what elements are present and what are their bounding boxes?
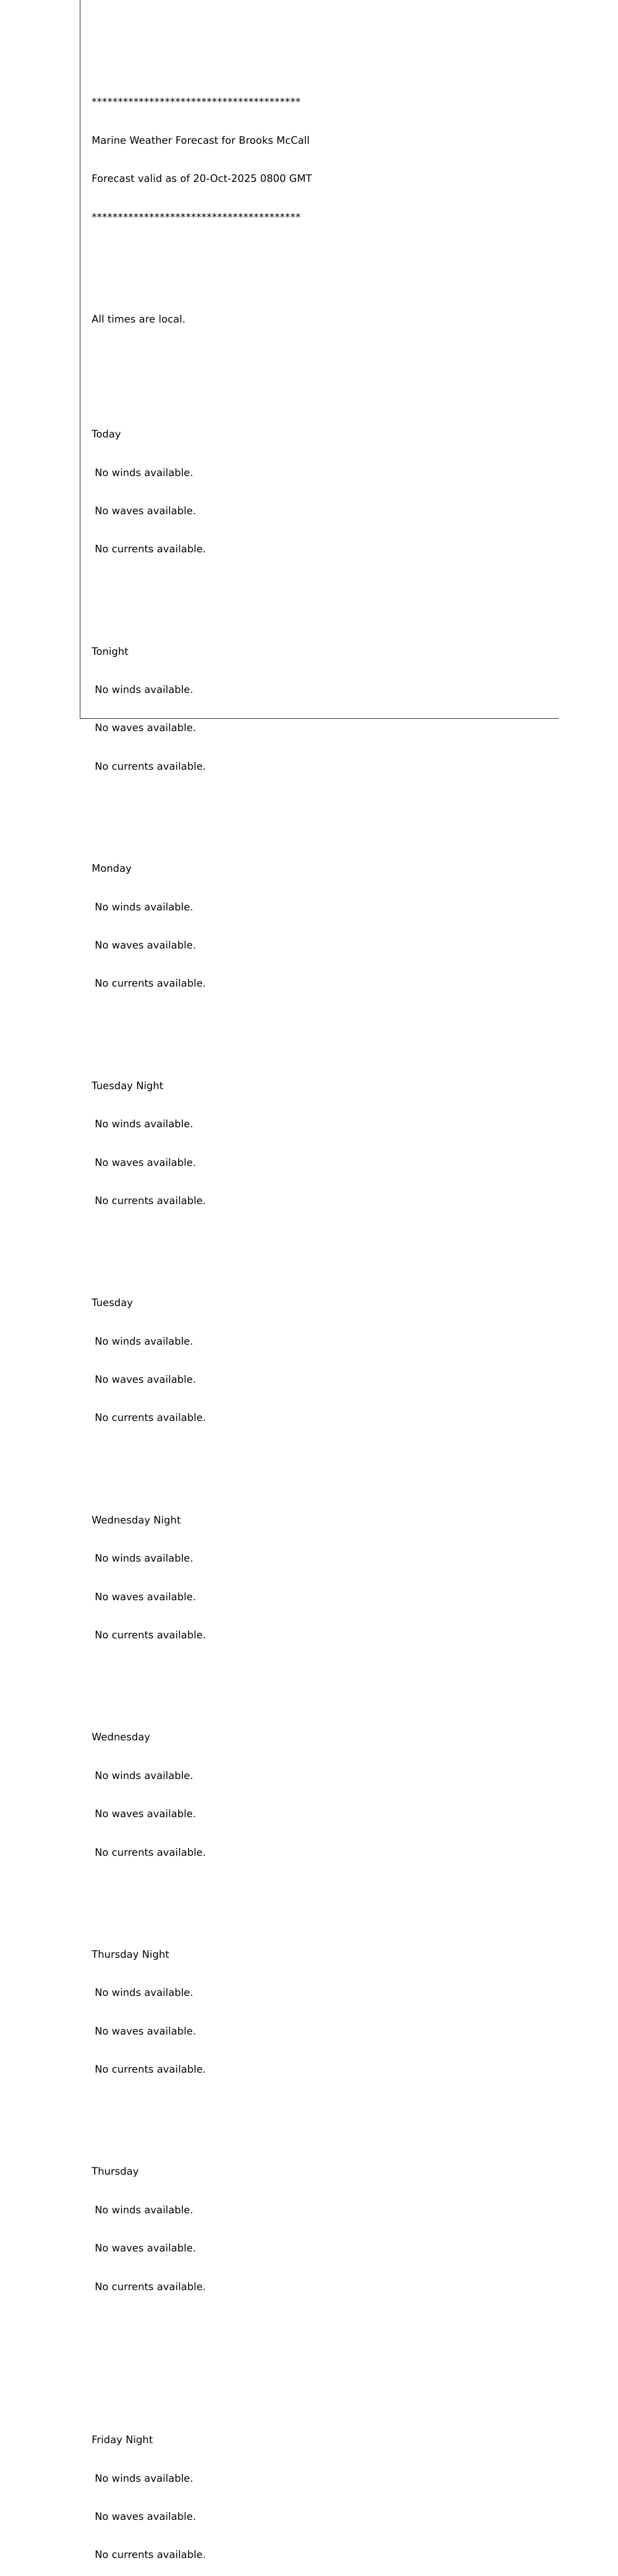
period-line-waves: No waves available. — [95, 2242, 196, 2255]
period-line-currents: No currents available. — [95, 1846, 206, 1858]
period-heading-today: Today — [92, 428, 121, 440]
separator-rule-top: **************************************** — [92, 96, 301, 108]
period-line-winds: No winds available. — [95, 2204, 194, 2216]
blank-line — [92, 2102, 555, 2115]
period-line-winds: No winds available. — [95, 1118, 194, 1130]
period-heading-tonight: Tonight — [92, 645, 129, 657]
period-heading-tuesday: Tuesday — [92, 1297, 133, 1309]
period-line-waves: No waves available. — [95, 2025, 196, 2037]
period-line-waves: No waves available. — [95, 2511, 196, 2522]
period-line-winds: No winds available. — [95, 901, 194, 913]
period-line-waves: No waves available. — [95, 939, 196, 951]
period-line-waves: No waves available. — [95, 504, 196, 517]
period-heading-thursday-night: Thursday Night — [92, 1948, 169, 1960]
period-line-currents: No currents available. — [95, 977, 206, 990]
period-heading-monday: Monday — [92, 862, 132, 875]
period-line-winds: No winds available. — [95, 1987, 194, 1999]
period-line-currents: No currents available. — [95, 2280, 206, 2293]
period-line-waves: No waves available. — [95, 1156, 196, 1168]
blank-line — [92, 582, 555, 595]
period-heading-wednesday-night: Wednesday Night — [92, 1514, 181, 1526]
period-line-currents: No currents available. — [95, 1629, 206, 1641]
period-line-currents: No currents available. — [95, 543, 206, 555]
separator-rule-bottom: **************************************** — [92, 211, 301, 223]
period-line-winds: No winds available. — [95, 684, 194, 696]
period-line-currents: No currents available. — [95, 1194, 206, 1207]
times-note: All times are local. — [92, 313, 186, 325]
period-line-waves: No waves available. — [95, 722, 196, 734]
period-heading-tuesday-night: Tuesday Night — [92, 1079, 164, 1092]
period-line-currents: No currents available. — [95, 2063, 206, 2076]
period-heading-friday-night: Friday Night — [92, 2434, 153, 2446]
blank-line — [92, 1016, 555, 1029]
blank-line — [92, 1450, 555, 1463]
period-line-waves: No waves available. — [95, 1374, 196, 1386]
blank-line — [92, 2319, 555, 2332]
period-line-currents: No currents available. — [95, 2549, 206, 2561]
period-line-winds: No winds available. — [95, 1552, 194, 1565]
blank-line — [92, 799, 555, 811]
period-line-currents: No currents available. — [95, 1412, 206, 1424]
blank-line — [92, 1233, 555, 1246]
forecast-text-body — [92, 58, 555, 2576]
period-line-waves: No waves available. — [95, 1808, 196, 1820]
blank-line — [92, 262, 555, 275]
blank-line — [92, 1885, 555, 1897]
blank-line — [92, 364, 555, 377]
forecast-title: Marine Weather Forecast for Brooks McCall — [92, 134, 310, 146]
period-line-winds: No winds available. — [95, 1335, 194, 1347]
period-heading-wednesday: Wednesday — [92, 1731, 150, 1743]
period-line-winds: No winds available. — [95, 2472, 194, 2484]
period-line-waves: No waves available. — [95, 1590, 196, 1603]
forecast-validity: Forecast valid as of 20-Oct-2025 0800 GMT — [92, 173, 312, 185]
blank-line — [92, 1667, 555, 1680]
page-break-gap — [92, 2370, 555, 2383]
period-line-currents: No currents available. — [95, 760, 206, 772]
period-line-winds: No winds available. — [95, 1769, 194, 1782]
period-line-winds: No winds available. — [95, 466, 194, 479]
period-heading-thursday: Thursday — [92, 2165, 139, 2178]
